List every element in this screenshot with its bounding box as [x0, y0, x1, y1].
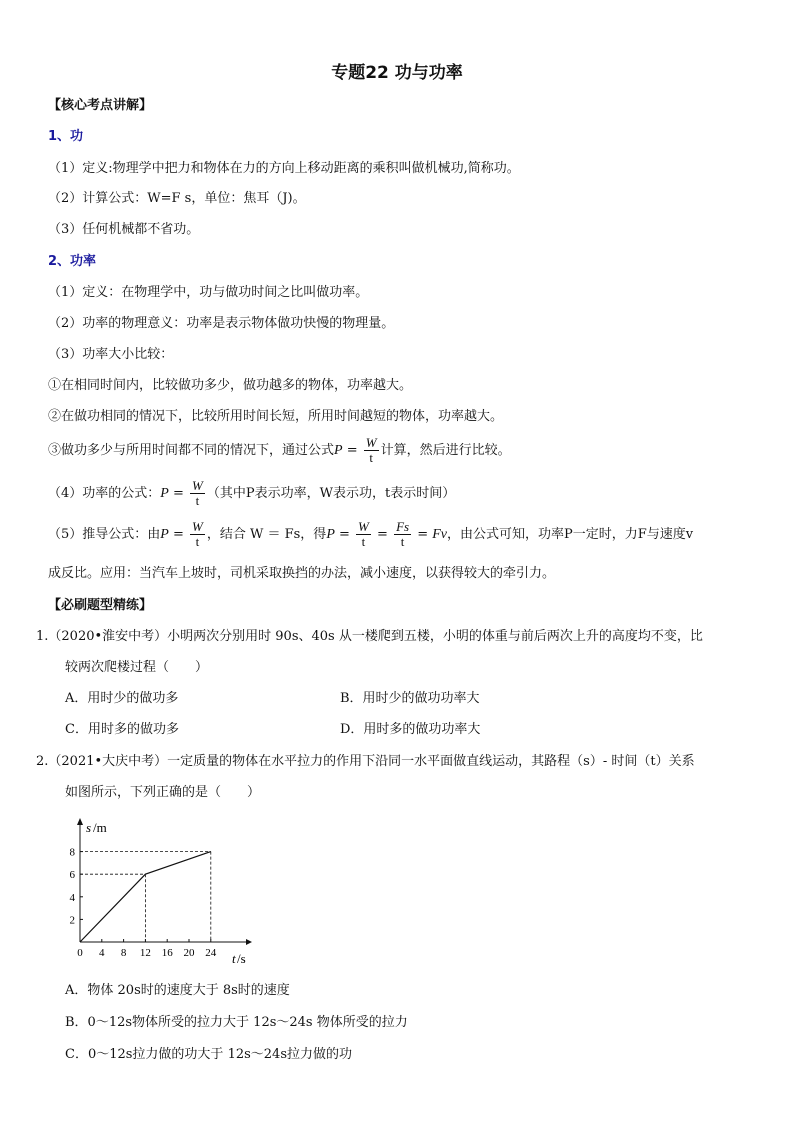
- heading-power: 2、功率: [48, 254, 97, 269]
- page-title: 专题22 功与功率: [331, 63, 463, 83]
- q1-option-b: B．用时少的做功功率大: [340, 691, 480, 706]
- fraction-w-over-t: $\frac{W}{t}$: [192, 519, 203, 549]
- power-compare-1: ①在相同时间内，比较做功多少，做功越多的物体，功率越大。: [48, 378, 413, 393]
- q2-option-b: B．0～12s物体所受的拉力大于 12s～24s 物体所受的拉力: [65, 1015, 408, 1030]
- q1-option-a: A．用时少的做功多: [65, 691, 179, 706]
- distance-time-chart: [60, 814, 260, 968]
- q2-option-c: C．0～12s拉力做的功大于 12s～24s拉力做的功: [65, 1047, 352, 1062]
- section-core-points: 【核心考点讲解】: [48, 98, 153, 113]
- power-meaning: （2）功率的物理意义：功率是表示物体做功快慢的物理量。: [48, 316, 395, 331]
- work-formula: （2）计算公式：W=F s，单位：焦耳（J)。: [48, 191, 306, 206]
- fraction-fs-over-t: $\frac{Fs}{t}$: [396, 519, 410, 549]
- fraction-w-over-t: $\frac{W}{t}$: [358, 519, 369, 549]
- x-tick-label: 8: [120, 947, 127, 959]
- power-derivation: （5）推导公式：由P = $\frac{W}{t}$ ，结合 W ＝ Fs，得P = $\frac{W}{t}$ = $\frac{Fs}{t}$ = Fv，由公式可知，功率P一定时，力F与速度v: [48, 519, 694, 549]
- y-tick-label: 6: [69, 869, 75, 882]
- section-practice: 【必刷题型精练】: [48, 598, 153, 613]
- question-2-stem: 2.（2021•大庆中考）一定质量的物体在水平拉力的作用下沿同一水平面做直线运动，其路程（s）- 时间（t）关系: [36, 754, 695, 769]
- power-compare-heading: （3）功率大小比较：: [48, 347, 174, 362]
- x-tick-label: 4: [99, 947, 105, 959]
- power-compare-2: ②在做功相同的情况下，比较所用时间长短，所用时间越短的物体，功率越大。: [48, 409, 504, 424]
- x-axis-label: t: [232, 951, 236, 966]
- x-tick-label: 16: [161, 947, 173, 959]
- x-tick-label: 24: [205, 947, 217, 959]
- y-tick-label: 8: [69, 846, 75, 859]
- question-1-stem: 1.（2020•淮安中考）小明两次分别用时 90s、40s 从一楼爬到五楼，小明的体重与前后两次上升的高度均不变，比: [36, 629, 703, 644]
- y-tick-label: 2: [69, 914, 75, 927]
- y-axis-arrow: [77, 818, 83, 825]
- fraction-w-over-t: $\frac{W}{t}$: [192, 478, 203, 508]
- x-tick-label: 12: [139, 947, 151, 959]
- x-tick-label: 0: [77, 947, 83, 959]
- question-2-stem-cont: 如图所示，下列正确的是（ ）: [65, 785, 261, 800]
- q1-option-c: C．用时多的做功多: [65, 722, 179, 737]
- power-definition: （1）定义：在物理学中，功与做功时间之比叫做功率。: [48, 285, 369, 300]
- work-note: （3）任何机械都不省功。: [48, 222, 200, 237]
- y-tick-label: 4: [69, 891, 75, 904]
- fraction-w-over-t: $\frac{W}{t}$: [365, 435, 377, 465]
- q1-option-d: D．用时多的做功功率大: [340, 722, 481, 737]
- q2-option-a: A．物体 20s时的速度大于 8s时的速度: [65, 983, 290, 998]
- question-1-stem-cont: 较两次爬楼过程（ ）: [65, 660, 209, 675]
- x-tick-label: 20: [183, 947, 195, 959]
- power-derivation-line2: 成反比。应用：当汽车上坡时，司机采取换挡的办法，减小速度，以获得较大的牵引力。: [48, 566, 556, 581]
- power-formula: （4）功率的公式：P = $\frac{W}{t}$ （其中P表示功率，W表示功，t表示时间）: [48, 478, 456, 508]
- power-compare-3: ③做功多少与所用时间都不同的情况下，通过公式P = $\frac{W}{t}$ 计算，然后进行比较。: [48, 435, 511, 465]
- x-axis-label-unit: /s: [237, 951, 246, 966]
- x-axis-arrow: [246, 939, 252, 945]
- y-axis-label-unit: /m: [93, 820, 107, 835]
- y-axis-label: s: [86, 820, 92, 835]
- heading-work: 1、功: [48, 129, 84, 144]
- work-definition: （1）定义:物理学中把力和物体在力的方向上移动距离的乘积叫做机械功,简称功。: [48, 161, 520, 176]
